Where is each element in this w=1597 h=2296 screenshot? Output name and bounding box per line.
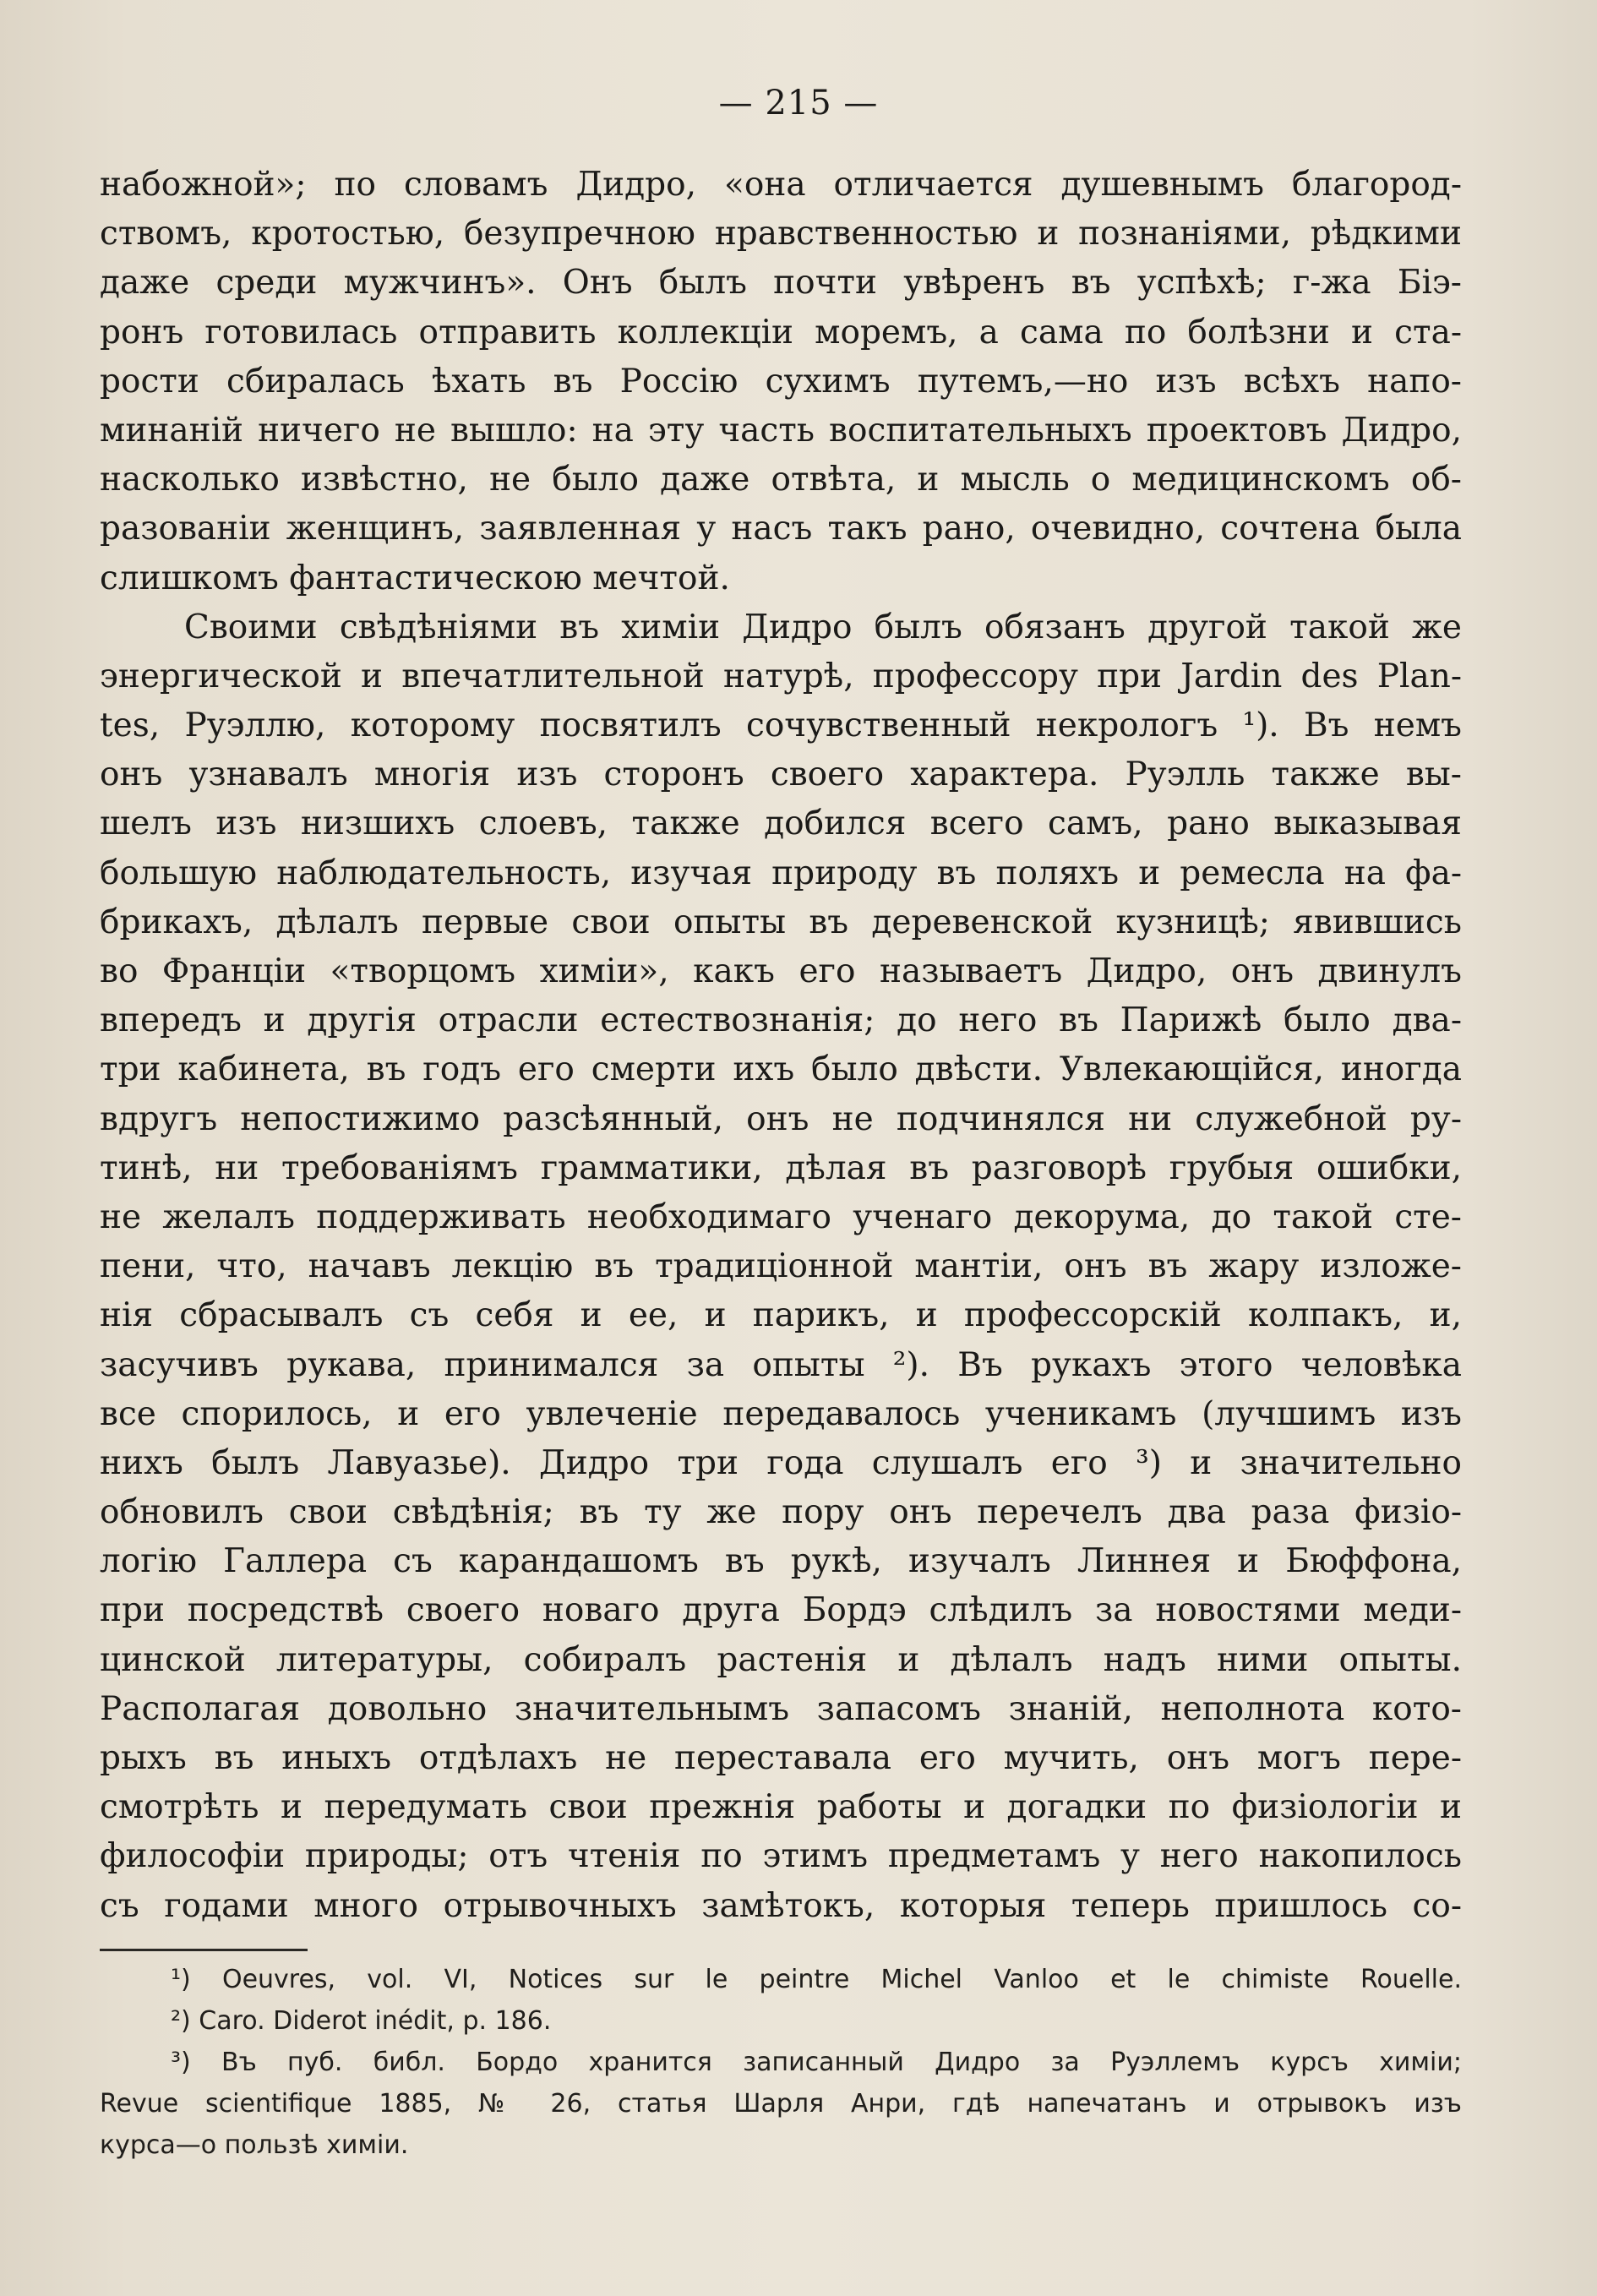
text-line: даже среди мужчинъ». Онъ былъ почти увѣренъ въ успѣхѣ; г-жа Біэ-	[100, 264, 1462, 303]
text-line: вдругъ непостижимо разсѣянный, онъ не подчинялся ни служебной ру-	[100, 1099, 1462, 1138]
text-line: не желалъ поддерживать необходимаго ученаго декорума, до такой сте-	[100, 1197, 1462, 1236]
text-line: онъ узнавалъ многія изъ сторонъ своего характера. Руэлль также вы-	[100, 755, 1462, 794]
text-line: впередъ и другія отрасли естествознанія; до него въ Парижѣ было два-	[100, 1001, 1462, 1040]
text-line: засучивъ рукава, принимался за опыты ²). Въ рукахъ этого человѣка	[100, 1345, 1462, 1384]
text-line: набожной»; по словамъ Дидро, «она отличается душевнымъ благород-	[100, 166, 1462, 204]
text-line: tes, Руэллю, которому посвятилъ сочувственный некрологъ ¹). Въ немъ	[100, 706, 1462, 745]
text-line: философіи природы; отъ чтенія по этимъ предметамъ у него накопилось	[100, 1837, 1462, 1876]
text-line: пени, что, начавъ лекцію въ традиціонной мантіи, онъ въ жару изложе-	[100, 1247, 1462, 1286]
text-line: три кабинета, въ годъ его смерти ихъ было двѣсти. Увлекающійся, иногда	[100, 1050, 1462, 1089]
text-line: энергической и впечатлительной натурѣ, профессору при Jardin des Plan-	[100, 657, 1462, 695]
text-line: ронъ готовилась отправить коллекціи моремъ, а сама по болѣзни и ста-	[100, 313, 1462, 352]
text-line: ствомъ, кротостью, безупречною нравственностью и познаніями, рѣдкими	[100, 215, 1462, 254]
text-line: шелъ изъ низшихъ слоевъ, также добился всего самъ, рано выказывая	[100, 804, 1462, 843]
text-line: брикахъ, дѣлалъ первые свои опыты въ деревенской кузницѣ; явившись	[100, 903, 1462, 941]
footnote-1: ¹) Oeuvres, vol. VI, Notices sur le peintre Michel Vanloo et le chimiste Rouelle.	[171, 1965, 1462, 1994]
text-line: рости сбиралась ѣхать въ Россію сухимъ путемъ,—но изъ всѣхъ напо-	[100, 362, 1462, 401]
footnotes	[100, 1959, 1462, 2166]
text-line: нія сбрасывалъ съ себя и ее, и парикъ, и профессорскій колпакъ, и,	[100, 1296, 1462, 1335]
page-number: — 215 —	[718, 84, 879, 123]
text-line: большую наблюдательность, изучая природу въ поляхъ и ремесла на фа-	[100, 854, 1462, 892]
text-line: съ годами много отрывочныхъ замѣтокъ, которыя теперь пришлось со-	[100, 1886, 1462, 1925]
footnote-3-continued: Revue scientifique 1885, № 26, статья Шарля Анри, гдѣ напечатанъ и отрывокъ изъ	[100, 2089, 1462, 2119]
text-line: тинѣ, ни требованіямъ грамматики, дѣлая въ разговорѣ грубыя ошибки,	[100, 1148, 1462, 1187]
text-line: рыхъ въ иныхъ отдѣлахъ не переставала его мучить, онъ могъ пере-	[100, 1739, 1462, 1777]
text-line: все спорилось, и его увлеченіе передавалось ученикамъ (лучшимъ изъ	[100, 1394, 1462, 1433]
body-text	[100, 161, 1462, 1931]
text-line: нихъ былъ Лавуазье). Дидро три года слушалъ его ³) и значительно	[100, 1443, 1462, 1482]
footnote-3: ³) Въ пуб. библ. Бордо хранится записанный Дидро за Руэллемъ курсъ химіи;	[171, 2048, 1462, 2077]
text-line: разованіи женщинъ, заявленная у насъ такъ рано, очевидно, сочтена была	[100, 510, 1462, 548]
text-line: цинской литературы, собиралъ растенія и дѣлалъ надъ ними опыты.	[100, 1640, 1462, 1679]
text-line: Своими свѣдѣніями въ химіи Дидро былъ обязанъ другой такой же	[184, 608, 1462, 646]
text-line: смотрѣть и передумать свои прежнія работы и догадки по физіологіи и	[100, 1788, 1462, 1827]
text-line: при посредствѣ своего новаго друга Бордэ слѣдилъ за новостями меди-	[100, 1591, 1462, 1630]
footnote-2: ²) Caro. Diderot inédit, p. 186.	[171, 2006, 552, 2036]
text-line: насколько извѣстно, не было даже отвѣта, и мысль о медицинскомъ об-	[100, 461, 1462, 499]
text-line: минаній ничего не вышло: на эту часть воспитательныхъ проектовъ Дидро,	[100, 411, 1462, 450]
text-line: обновилъ свои свѣдѣнія; въ ту же пору онъ перечелъ два раза физіо-	[100, 1493, 1462, 1532]
text-line: логію Галлера съ карандашомъ въ рукѣ, изучалъ Линнея и Бюффона,	[100, 1542, 1462, 1581]
footnote-3-continued: курса—о пользѣ химіи.	[100, 2130, 409, 2160]
footnote-divider	[100, 1949, 308, 1951]
text-line: во Франціи «творцомъ химіи», какъ его называетъ Дидро, онъ двинулъ	[100, 952, 1462, 990]
text-line: слишкомъ фантастическою мечтой.	[100, 559, 730, 597]
text-line: Располагая довольно значительнымъ запасомъ знаній, неполнота кото-	[100, 1689, 1462, 1728]
